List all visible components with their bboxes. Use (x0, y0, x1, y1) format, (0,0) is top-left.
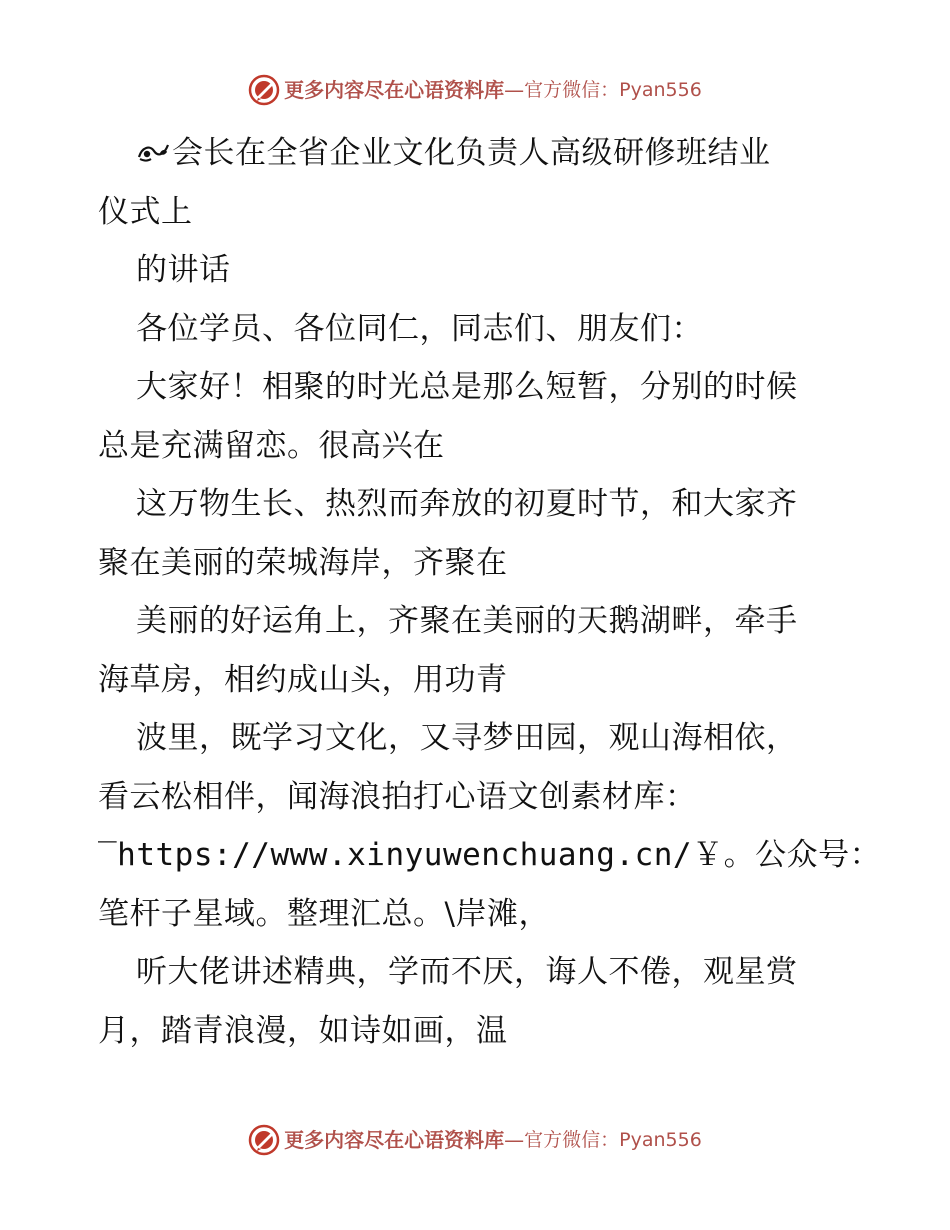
footer-banner-text (284, 1130, 702, 1150)
document-paragraph-line: 大家好！相聚的时光总是那么短暂，分别的时候 (136, 369, 798, 405)
footer-banner (0, 1120, 950, 1160)
header-banner (0, 70, 950, 110)
document-title-line-1 (98, 124, 858, 183)
document-url-line: ‾https://www.xinyuwenchuang.cn/￥。公众号： (98, 837, 882, 873)
header-banner-text (284, 80, 702, 100)
document-body (98, 124, 882, 1060)
document-salutation: 各位学员、各位同仁，同志们、朋友们： (136, 310, 703, 347)
document-paragraph-line: 聚在美丽的荣城海岸，齐聚在 (98, 544, 508, 581)
leaf-ornament-icon (136, 137, 172, 167)
header-banner-wechat: 官方微信：Pyan556 (524, 78, 702, 101)
document-paragraph-line: 海草房，相约成山头，用功青 (98, 661, 508, 698)
header-banner-main: 更多内容尽在心语资料库 (284, 78, 505, 102)
document-title-text: 会长在全省企业文化负责人高级研修班结业 (172, 135, 771, 171)
document-paragraph-line: 笔杆子星域。整理汇总。\岸滩， (98, 895, 550, 932)
document-title-line-3: 的讲话 (136, 252, 231, 288)
footer-banner-main: 更多内容尽在心语资料库 (284, 1128, 505, 1152)
header-banner-separator: — (504, 78, 525, 102)
xinyu-logo-icon (248, 1124, 280, 1156)
document-paragraph-line: 看云松相伴，闻海浪拍打心语文创素材库： (98, 778, 697, 815)
document-paragraph-line: 总是充满留恋。很高兴在 (98, 427, 445, 464)
footer-banner-wechat: 官方微信：Pyan556 (524, 1128, 702, 1151)
document-paragraph-line: 听大佬讲述精典，学而不厌，诲人不倦，观星赏 (136, 954, 798, 990)
document-paragraph-line: 美丽的好运角上，齐聚在美丽的天鹅湖畔，牵手 (136, 603, 798, 639)
xinyu-logo-icon (248, 74, 280, 106)
document-paragraph-line: 这万物生长、热烈而奔放的初夏时节，和大家齐 (136, 486, 798, 522)
document-title-line-2: 仪式上 (98, 193, 193, 230)
footer-banner-separator: — (504, 1128, 525, 1152)
document-paragraph-line: 波里，既学习文化，又寻梦田园，观山海相依， (136, 720, 798, 756)
document-paragraph-line: 月，踏青浪漫，如诗如画，温 (98, 1012, 508, 1049)
